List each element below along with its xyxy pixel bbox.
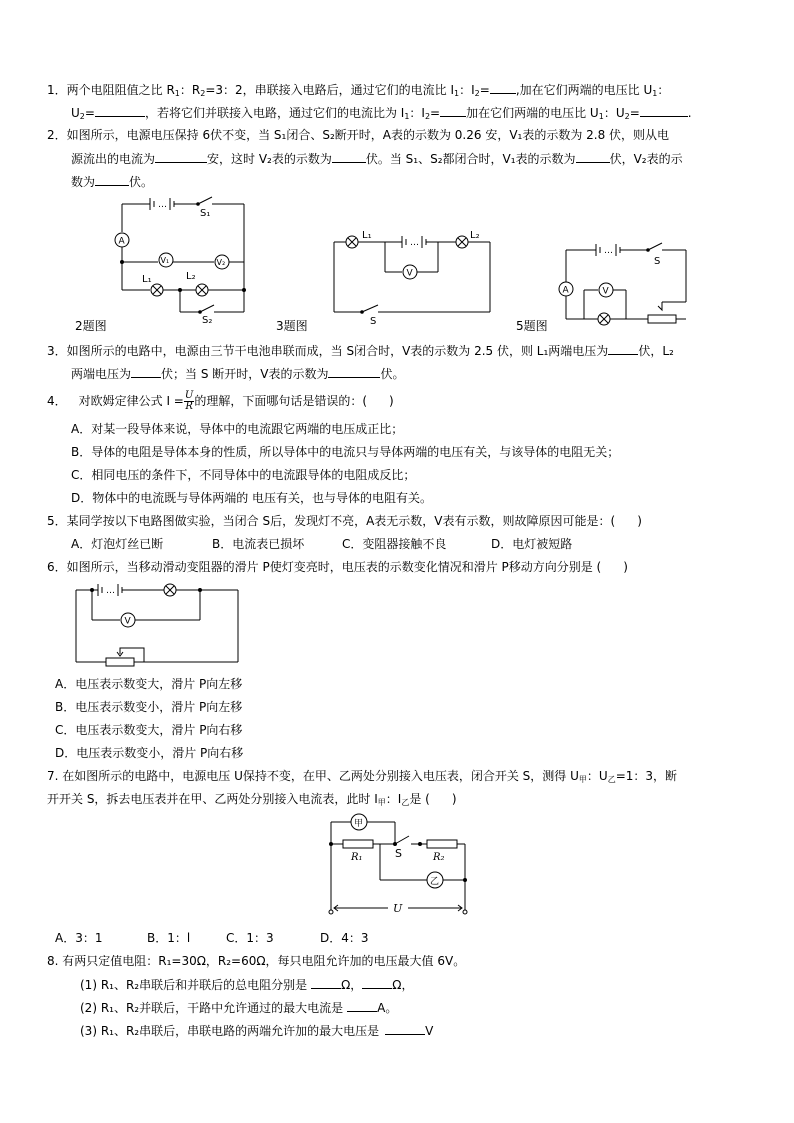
answer-blank[interactable] [311, 976, 341, 989]
q1-text: ：U [603, 106, 625, 120]
q1-line1 [47, 81, 669, 98]
q1-text: 加在它们两端的电压比 U [466, 106, 599, 120]
q4-number: 4． [47, 394, 67, 408]
switch-s2 [200, 305, 214, 312]
q1-number: 1． [47, 83, 67, 97]
sub: 1 [598, 112, 604, 121]
q3-number: 3． [47, 344, 67, 358]
q2-text: 伏。 [129, 175, 154, 189]
sub: 1 [454, 89, 460, 98]
q1-text: = [430, 106, 441, 120]
q1-line2 [71, 104, 692, 121]
answer-blank[interactable] [385, 1022, 425, 1035]
q2-text: 数为 [71, 175, 96, 189]
q5-text: 某同学按以下电路图做实验，当闭合 S后，发现灯不亮，A表无示数，V表有示数，则故障原因可能是：( [66, 514, 616, 528]
q5-option-a[interactable]: A．灯泡灯丝已断 [71, 537, 164, 551]
q7-option-b[interactable]: B．1：l [147, 931, 191, 945]
rheostat-icon [648, 315, 676, 323]
fraction-denominator: R [185, 401, 193, 412]
q3-text: 两端电压为 [71, 367, 132, 381]
q1-text: = [84, 106, 95, 120]
q4-option-b[interactable]: B．导体的电阻是导体本身的性质，所以导体中的电流只与导体两端的电压有关，与该导体的电阻无关； [71, 445, 620, 459]
q8-stem: 8. 有两只定值电阻：R₁=30Ω，R₂=60Ω，每只电阻允许加的电压最大值 6V。 [47, 954, 466, 968]
figure-5-circuit [556, 240, 691, 325]
q4-text: ) [389, 394, 394, 408]
answer-blank[interactable] [362, 976, 392, 989]
q8-text: Ω， [392, 978, 414, 992]
sub: 乙 [607, 775, 616, 784]
u-label: U [393, 902, 403, 915]
resistor-r2-icon [427, 840, 457, 848]
q2-number: 2． [47, 128, 67, 142]
svg-text:…: … [410, 238, 419, 248]
s1-label: S₁ [200, 208, 211, 219]
ohm-law-fraction [184, 391, 194, 412]
answer-blank[interactable] [131, 365, 161, 378]
q4-stem [47, 390, 394, 412]
q8-part1 [80, 976, 413, 993]
q7-line2 [47, 791, 457, 807]
q7-text: 7. 在如图所示的电路中，电源电压 U保持不变，在甲、乙两处分别接入电压表，闭合开关 S，测得 U [47, 769, 579, 783]
sub: 甲 [377, 798, 386, 807]
q2-line1 [47, 127, 669, 143]
sub: 2 [79, 112, 85, 121]
fraction-numerator: U [184, 390, 194, 401]
q6-option-b[interactable]: B．电压表示数变小，滑片 P向左移 [55, 700, 243, 714]
q8-text: (3) R₁、R₂串联后，串联电路的两端允许加的最大电压是 [80, 1024, 380, 1038]
answer-blank[interactable] [490, 81, 516, 94]
answer-blank[interactable] [440, 104, 466, 117]
switch-s [395, 836, 409, 844]
q4-text: 对欧姆定律公式 I = [78, 394, 184, 408]
q3-line1 [47, 342, 674, 359]
q7-text: ：I [385, 792, 402, 806]
q1-text: =3：2，串联接入电路后，通过它们的电流比 I [205, 83, 455, 97]
q3-text: 伏，L₂ [638, 344, 674, 358]
ammeter-label: A [118, 236, 125, 247]
q6-option-a[interactable]: A．电压表示数变大，滑片 P向左移 [55, 677, 243, 691]
q3-text: 伏。 [380, 367, 405, 381]
q5-option-c[interactable]: C．变阻器接触不良 [342, 537, 447, 551]
q1-text: = [479, 83, 490, 97]
q7-option-c[interactable]: C．1：3 [226, 931, 274, 945]
q2-text: 源流出的电流为 [71, 152, 156, 166]
figure-5-caption: 5题图 [516, 319, 548, 333]
q8-part2 [80, 999, 397, 1016]
l2-label: L₂ [470, 230, 480, 241]
q5-option-b[interactable]: B．电流表已损坏 [212, 537, 305, 551]
sub: 乙 [401, 798, 410, 807]
q3-line2 [71, 365, 405, 382]
q6-option-c[interactable]: C．电压表示数变大，滑片 P向右移 [55, 723, 243, 737]
v-label: V [602, 286, 609, 297]
q3-text: 如图所示的电路中，电源由三节干电池串联而成，当 S闭合时，V表的示数为 2.5 伏，则 L₁两端电压为 [66, 344, 609, 358]
q4-text: 的理解，下面哪句话是错误的：( [194, 394, 367, 408]
q2-text: 安，这时 V₂表的示数为 [207, 152, 332, 166]
q4-option-c[interactable]: C．相同电压的条件下，不同导体中的电流跟导体的电阻成反比； [71, 468, 416, 482]
figure-3-circuit [330, 226, 495, 327]
figure-3-caption: 3题图 [276, 319, 308, 333]
q1-text: ：R [179, 83, 201, 97]
ammeter-label: A [562, 285, 569, 296]
q7-text: 是 ( [409, 792, 430, 806]
answer-blank[interactable] [95, 104, 145, 117]
q5-number: 5． [47, 514, 67, 528]
v-label: V [124, 616, 131, 627]
svg-text:…: … [158, 200, 167, 210]
q1-text: 两个电阻阻值之比 R [66, 83, 175, 97]
q6-text: ) [623, 560, 628, 574]
answer-blank[interactable] [155, 150, 207, 163]
q5-text: ) [637, 514, 642, 528]
answer-blank[interactable] [95, 173, 129, 186]
q1-text: ：I [459, 83, 475, 97]
q8-text: A。 [377, 1001, 398, 1015]
s-label: S [654, 256, 661, 267]
l2-label: L₂ [186, 271, 196, 282]
q1-text: . [687, 106, 692, 120]
q8-text: (2) R₁、R₂并联后，干路中允许通过的最大电流是 [80, 1001, 344, 1015]
switch-s [648, 243, 662, 250]
v2-label: V₂ [216, 258, 226, 267]
resistor-r1-icon [343, 840, 373, 848]
sub: 1 [652, 89, 658, 98]
q7-line1 [47, 768, 677, 784]
q2-text: 伏，V₂表的示 [609, 152, 683, 166]
figure-2-caption: 2题图 [75, 319, 107, 333]
q7-text: ：U [586, 769, 608, 783]
q7-text: ) [451, 792, 457, 806]
s-label: S [370, 316, 377, 327]
q3-text: 伏；当 S 断开时，V表的示数为 [161, 367, 329, 381]
v1-label: V₁ [160, 256, 170, 265]
q7-text: 开开关 S，拆去电压表并在甲、乙两处分别接入电流表，此时 I [47, 792, 378, 806]
sub: 2 [624, 112, 630, 121]
sub: 2 [200, 89, 206, 98]
q4-option-a[interactable]: A．对某一段导体来说，导体中的电流跟它两端的电压成正比； [71, 422, 404, 436]
q2-text: 如图所示，电源电压保持 6伏不变，当 S₁闭合、S₂断开时，A表的示数为 0.26 安，V₁表的示数为 2.8 伏，则从电 [66, 128, 670, 142]
figure-6-circuit [72, 580, 244, 666]
sub: 1 [174, 89, 180, 98]
q7-option-a[interactable]: A．3：1 [55, 931, 103, 945]
q1-text: = [629, 106, 640, 120]
rheostat-icon [106, 658, 134, 666]
jia-label: 甲 [354, 819, 364, 829]
r2-label: R₂ [433, 852, 445, 863]
l1-label: L₁ [362, 230, 372, 241]
sub: 甲 [578, 775, 587, 784]
answer-blank[interactable] [328, 365, 380, 378]
figure-7-circuit [323, 812, 473, 922]
q1-text: ： [657, 83, 670, 97]
answer-blank[interactable] [347, 999, 377, 1012]
sub: 2 [474, 89, 480, 98]
l1-label: L₁ [142, 274, 152, 285]
q2-line3 [71, 173, 153, 190]
switch-s1 [198, 197, 212, 204]
s2-label: S₂ [202, 315, 213, 326]
figure-2-circuit [112, 190, 252, 325]
q6-stem [47, 559, 628, 575]
answer-blank[interactable] [640, 104, 688, 117]
q8-text: (1) R₁、R₂串联后和并联后的总电阻分别是 [80, 978, 308, 992]
q5-stem [47, 513, 642, 529]
q1-text: ，若将它们并联接入电路，通过它们的电流比为 I [144, 106, 405, 120]
yi-label: 乙 [430, 877, 440, 887]
q6-text: 如图所示，当移动滑动变阻器的滑片 P使灯变亮时，电压表的示数变化情况和滑片 P移动方向分别是 ( [66, 560, 602, 574]
r1-label: R₁ [351, 852, 363, 863]
svg-text:…: … [106, 586, 115, 596]
q6-number: 6． [47, 560, 67, 574]
q6-option-d[interactable]: D．电压表示数变小，滑片 P向右移 [55, 746, 244, 760]
q2-line2 [71, 150, 683, 167]
svg-text:…: … [604, 246, 613, 256]
q8-part3 [80, 1022, 433, 1039]
q2-text: 伏。当 S₁、S₂都闭合时，V₁表的示数为 [365, 152, 576, 166]
q8-text: Ω， [341, 978, 363, 992]
q8-text: V [425, 1024, 434, 1038]
q4-option-d[interactable]: D．物体中的电流既与导体两端的 电压有关，也与导体的电阻有关。 [71, 491, 433, 505]
q1-text: ,加在它们两端的电压比 U [515, 83, 653, 97]
answer-blank[interactable] [608, 342, 638, 355]
q5-option-d[interactable]: D．电灯被短路 [491, 537, 573, 551]
q1-text: ：I [409, 106, 425, 120]
answer-blank[interactable] [576, 150, 610, 163]
q7-text: =1：3，断 [615, 769, 678, 783]
q7-option-d[interactable]: D．4：3 [320, 931, 369, 945]
s-label: S [395, 847, 402, 860]
answer-blank[interactable] [332, 150, 366, 163]
v-label: V [406, 268, 413, 279]
sub: 2 [424, 112, 431, 121]
sub: 1 [404, 112, 410, 121]
q1-text: U [71, 106, 80, 120]
switch-s [362, 305, 378, 312]
